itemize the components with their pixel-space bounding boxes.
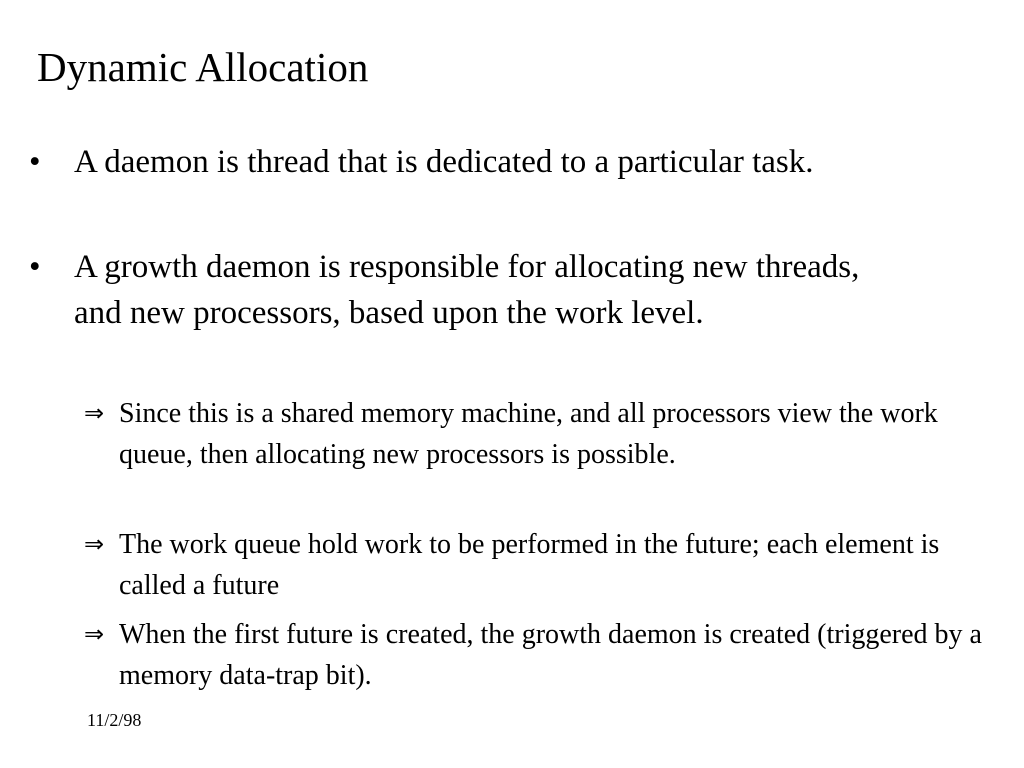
bullet-text: A growth daemon is responsible for allocating new threads, and new processors, based upon the work level. <box>74 249 860 331</box>
sub-bullet-text: Since this is a shared memory machine, and all processors view the work queue, then allocating new processors is possible. <box>119 398 938 470</box>
sub-bullet-item <box>84 614 984 696</box>
bullet-marker: • <box>29 249 41 285</box>
sub-bullet-item <box>84 393 984 475</box>
bullet-item <box>29 139 909 185</box>
footer-date: 11/2/98 <box>87 710 142 730</box>
sub-bullet-text: The work queue hold work to be performed in the future; each element is called a future <box>119 529 940 601</box>
sub-bullet-item <box>84 524 984 606</box>
implies-arrow-icon: ⇒ <box>84 530 105 558</box>
implies-arrow-icon: ⇒ <box>84 399 105 427</box>
bullet-text: A daemon is thread that is dedicated to a particular task. <box>74 144 814 180</box>
bullet-marker: • <box>29 144 41 180</box>
slide-title: Dynamic Allocation <box>37 44 369 90</box>
bullet-item <box>29 244 909 336</box>
sub-bullet-text: When the first future is created, the growth daemon is created (triggered by a memory data-trap bit). <box>119 619 982 691</box>
implies-arrow-icon: ⇒ <box>84 620 105 648</box>
